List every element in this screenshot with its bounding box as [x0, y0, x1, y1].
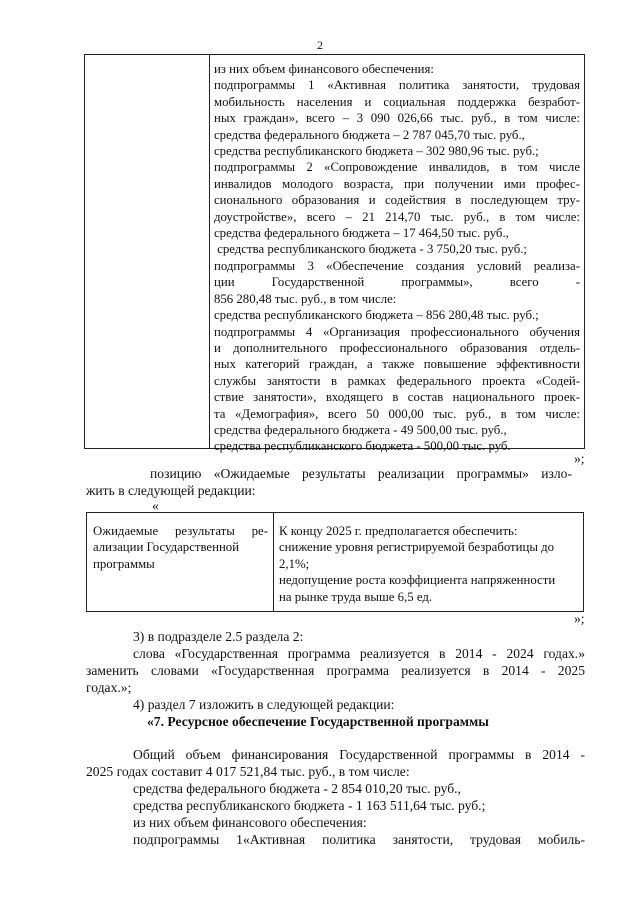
item3-line2: слова «Государственная программа реализуется в 2014 - 2024 годах.»	[133, 646, 585, 661]
table2-closing-mark: »;	[574, 611, 585, 626]
value-line: на рынке труда выше 6,5 ед.	[279, 589, 433, 604]
financing-line: средства республиканского бюджета – 856 280,48 тыс. руб.;	[214, 308, 539, 323]
financing-line: средства республиканского бюджета – 302 980,96 тыс. руб.;	[214, 144, 539, 159]
financing-table	[84, 54, 585, 454]
financing-line: из них объем финансового обеспечения:	[214, 62, 434, 76]
label-line: ализации Государственной	[93, 540, 240, 555]
financing-line: ции Государственной программы», всего -	[214, 275, 580, 290]
label-line: программы	[93, 556, 155, 571]
expected-results-label	[93, 523, 268, 572]
item3-line4: годах.»;	[86, 680, 132, 695]
value-line: 2,1%;	[279, 556, 310, 571]
expected-results-value	[279, 523, 579, 605]
table1-closing-mark: »;	[574, 451, 585, 466]
financing-line: сионального образования и содействия в последующем тру-	[214, 193, 580, 208]
financing-line: средства республиканского бюджета - 3 750,20 тыс. руб.;	[214, 242, 527, 257]
section7-line1: Общий объем финансирования Государственной программы в 2014 -	[133, 747, 585, 762]
financing-line: инвалидов молодого возраста, при получении ими профес-	[214, 176, 580, 191]
financing-line: подпрограммы 3 «Обеспечение создания условий реализа-	[214, 258, 580, 273]
value-line: снижение уровня регистрируемой безработицы до	[279, 540, 555, 555]
financing-cell	[214, 61, 580, 455]
open-quote: «	[152, 498, 159, 513]
financing-line: и дополнительного профессионального образования отдель-	[214, 340, 580, 355]
financing-line: подпрограммы 2 «Сопровождение инвалидов, в том числе	[214, 160, 580, 175]
financing-line: средства федерального бюджета – 2 787 045,70 тыс. руб.,	[214, 127, 525, 142]
position-paragraph-line1: позицию «Ожидаемые результаты реализации программы» изло-	[150, 466, 572, 481]
financing-line: та «Демография», всего 50 000,00 тыс. руб., в том числе:	[214, 406, 580, 421]
item3-line3: заменить словами «Государственная программа реализуется в 2014 - 2025	[86, 663, 585, 678]
financing-line: средства федерального бюджета – 17 464,50 тыс. руб.,	[214, 226, 509, 241]
financing-line: ных граждан», всего – 3 090 026,66 тыс. руб., в том числе:	[214, 111, 580, 126]
section7-line4: средства республиканского бюджета - 1 163 511,64 тыс. руб.;	[133, 798, 486, 813]
financing-line: подпрограммы 4 «Организация профессионального обучения	[214, 324, 580, 339]
section7-line6: подпрограммы 1«Активная политика занятости, трудовая мобиль-	[133, 832, 585, 847]
financing-line: средства республиканского бюджета - 500,00 тыс. руб.	[214, 439, 511, 454]
section7-line2: 2025 годах составит 4 017 521,84 тыс. руб., в том числе:	[86, 764, 410, 779]
page-number: 2	[317, 38, 323, 52]
item4-line1: 4) раздел 7 изложить в следующей редакции:	[133, 697, 395, 712]
financing-line: подпрограммы 1 «Активная политика занятости, трудовая	[214, 78, 580, 93]
table-column-divider	[209, 55, 210, 448]
label-line: Ожидаемые результаты ре-	[93, 524, 268, 538]
item3-line1: 3) в подразделе 2.5 раздела 2:	[133, 629, 304, 644]
value-line: недопущение роста коэффициента напряженности	[279, 573, 556, 588]
section7-line5: из них объем финансового обеспечения:	[133, 815, 367, 830]
expected-results-table	[86, 512, 584, 612]
financing-line: службы занятости в рамках федерального проекта «Содей-	[214, 373, 580, 388]
financing-line: доустройстве», всего – 21 214,70 тыс. руб., в том числе:	[214, 209, 580, 224]
section7-line3: средства федерального бюджета - 2 854 010,20 тыс. руб.,	[133, 781, 461, 796]
financing-line: ствие занятости», входящего в состав национального проек-	[214, 390, 580, 405]
financing-line: ных категорий граждан, а также повышение эффективности	[214, 357, 580, 372]
financing-line: мобильность населения и социальная поддержка безработ-	[214, 94, 580, 109]
financing-line: средства федерального бюджета - 49 500,00 тыс. руб.,	[214, 422, 507, 437]
table-column-divider	[273, 513, 274, 611]
position-paragraph-line2: жить в следующей редакции:	[86, 483, 256, 498]
financing-line: 856 280,48 тыс. руб., в том числе:	[214, 291, 397, 306]
section7-heading: «7. Ресурсное обеспечение Государственной программы	[147, 714, 489, 729]
value-line: К концу 2025 г. предполагается обеспечить:	[279, 524, 518, 538]
